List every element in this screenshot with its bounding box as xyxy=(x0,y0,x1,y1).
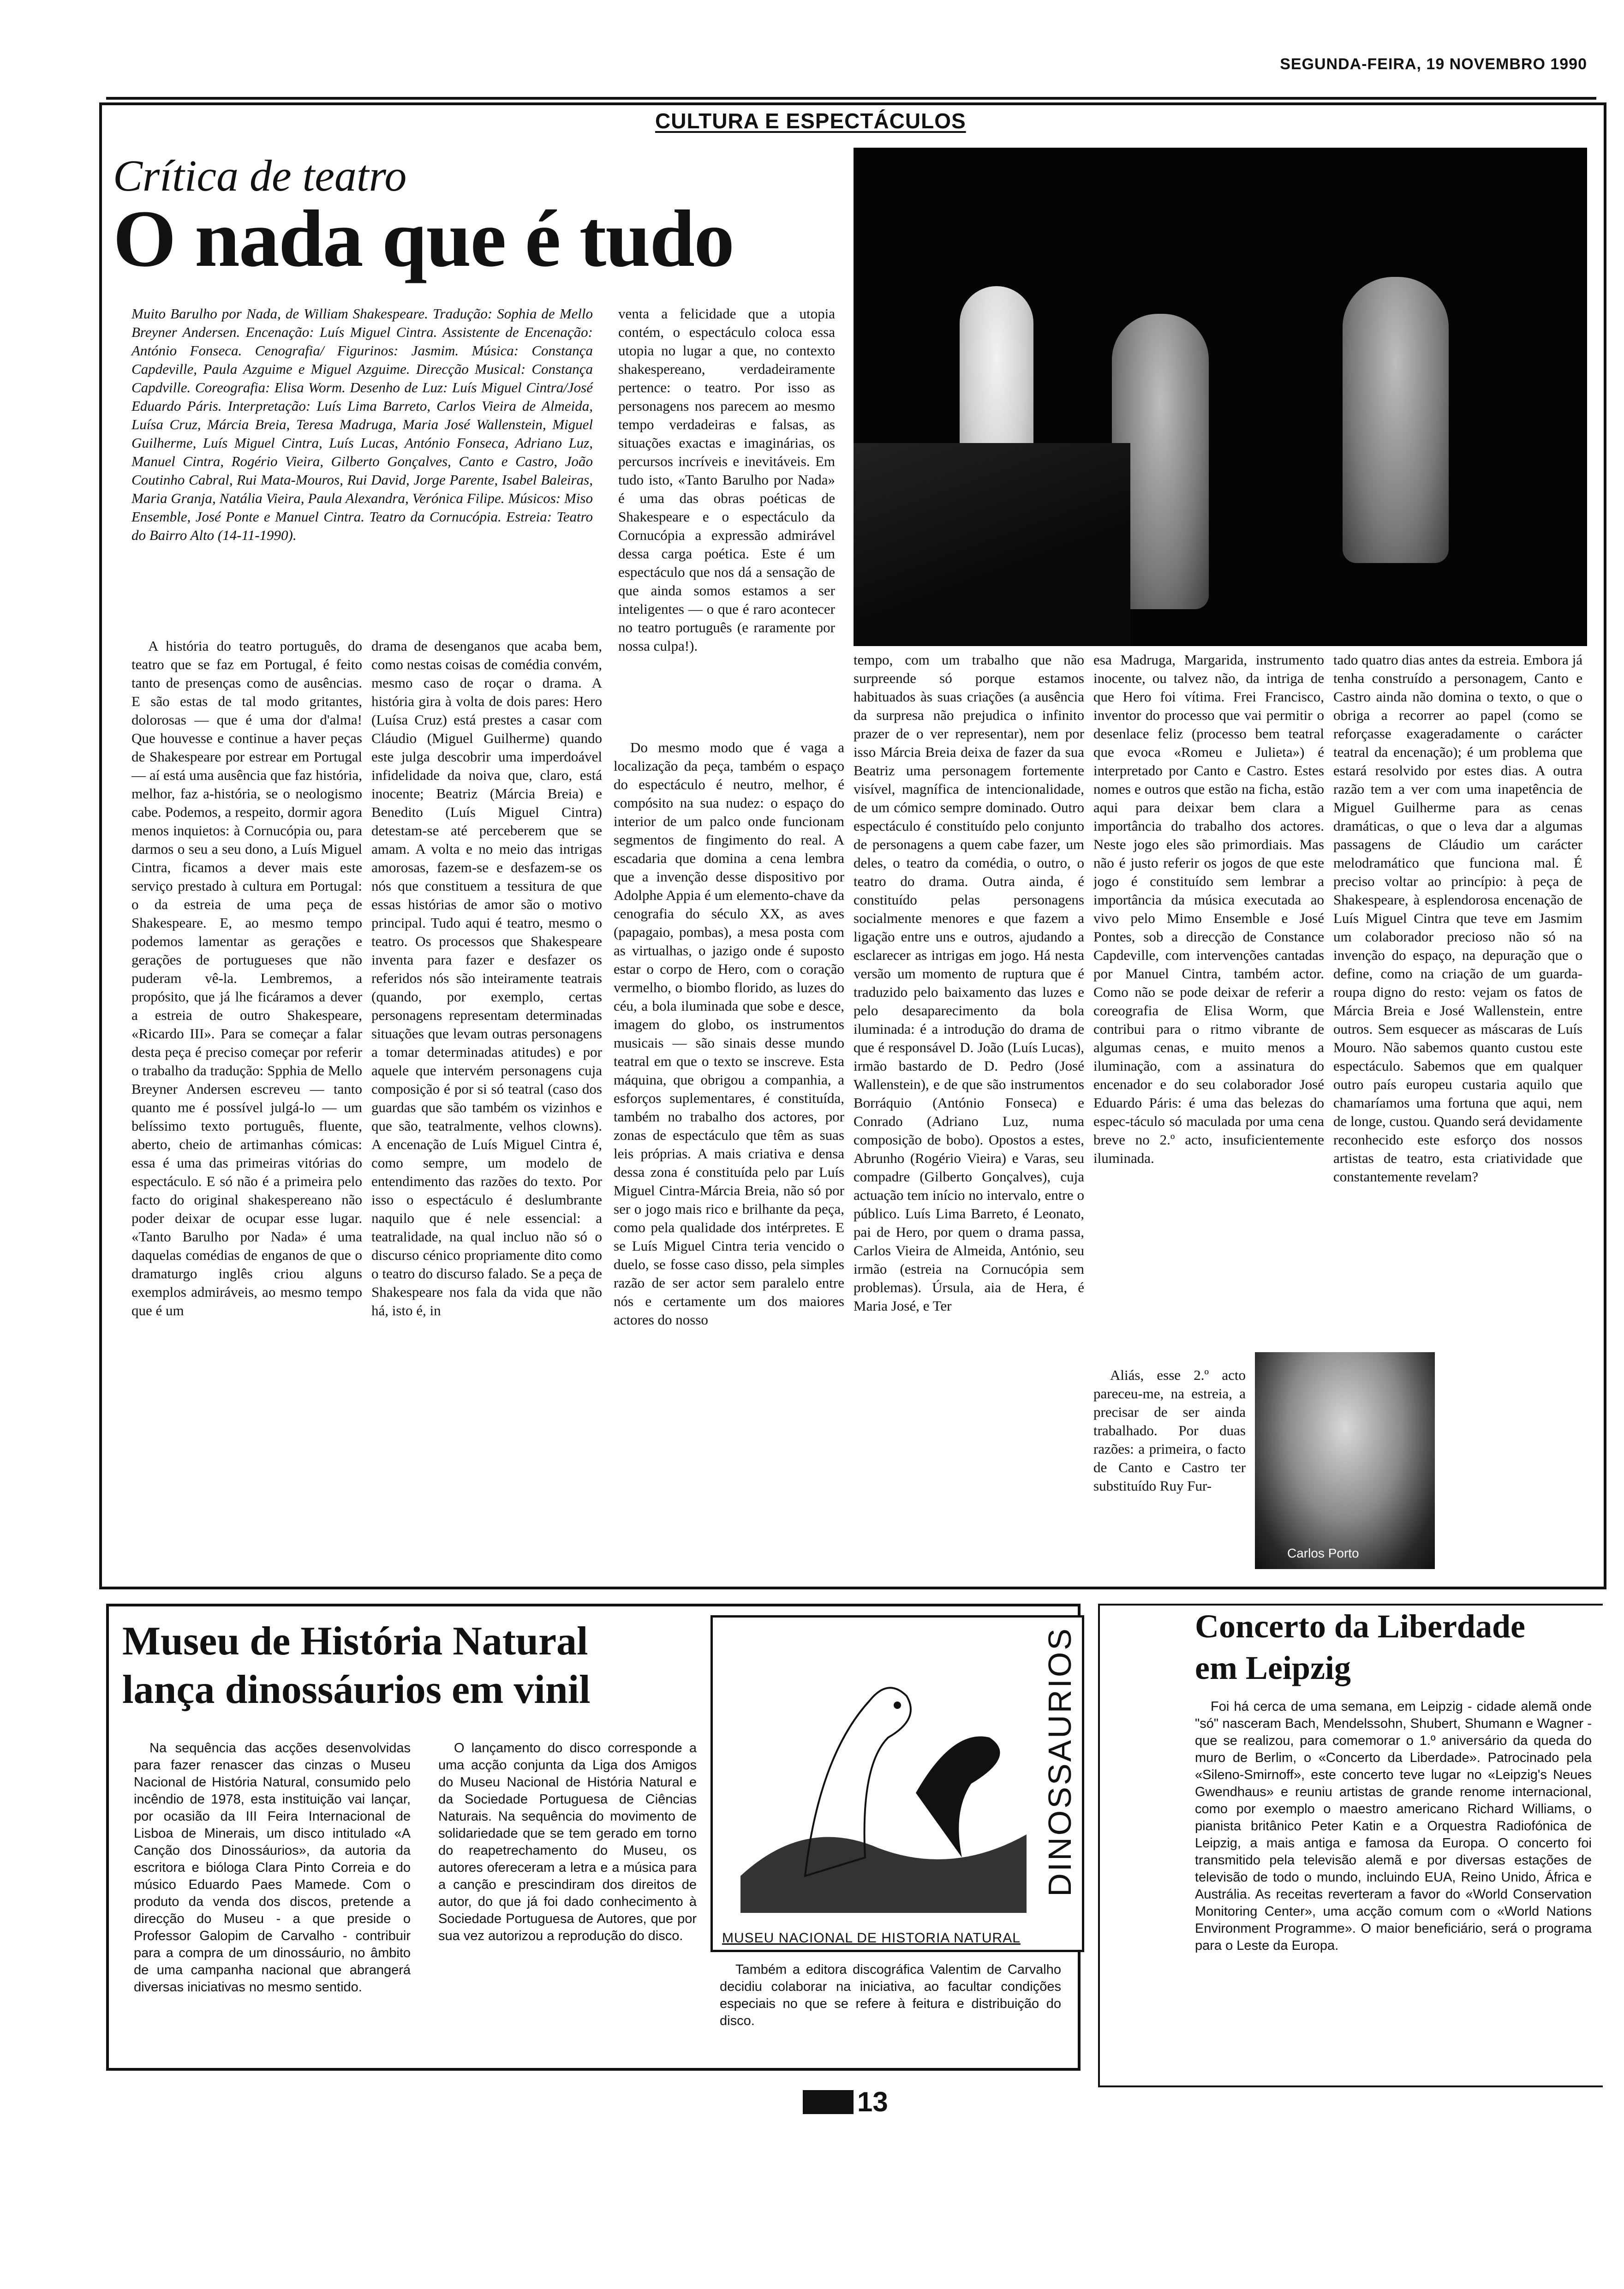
page-number xyxy=(803,2086,888,2118)
column-1-text: A história do teatro português, do teatro que se faz em Portugal, é feito tanto de presenças como de ausências. E são estas de tal modo gritantes, dolorosas — que é uma dor d'alma! Que houvesse e continue a haver peças de Shakespeare por estrear em Portugal — aí está uma ausência que faz história, melhor, faz a-história, se o neologismo cabe. Podemos, a respeito, dormir agora menos inquietos: à Cornucópia ou, para darmos o seu a seu dono, a Luís Miguel Cintra, ficamos a dever mais este serviço prestado à cultura em Portugal: o da estreia de uma peça de Shakespeare. E, ao mesmo tempo podemos lamentar as gerações e gerações de portugueses que não puderam vê-la. Lembremos, a propósito, que já lhe ficáramos a dever a estreia de outro Shakespeare, «Ricardo III». Para se começar a falar desta peça é preciso começar por referir o trabalho da tradução: Spphia de Mello Breyner Andersen escreveu — tanto quanto me é possível julgá-lo — um belíssimo texto português, fluente, aberto, cheio de artimanhas cómicas: essa é uma das primeiras vitórias do espectáculo. E só não é a primeira pelo facto do original shakespereano não poder deixar de ocupar esse lugar. «Tanto Barulho por Nada» é uma daquelas comédias de enganos de que o dramaturgo inglês criou alguns exemplos admiráveis, ao mesmo tempo que é um xyxy=(131,638,362,1318)
concert-headline-1: Concerto da Liberdade xyxy=(1195,1608,1525,1645)
page-date: SEGUNDA-FEIRA, 19 NOVEMBRO 1990 xyxy=(1280,55,1587,73)
column-4-text: tempo, com um trabalho que não surpreende só porque estamos habituados às suas criações (a ausência da surpresa não prejudica o infinito prazer de o ver representar), nem por isso Márcia Breia deixa de fazer da sua Beatriz uma personagem fortemente visível, magnífica de intencionalidade, de um cómico sempre dominado. Outro espectáculo é constituído pelo conjunto de personagens a quem cabe fazer, um deles, o teatro da comédia, o outro, o teatro do drama. Outra ainda, é constituído pelas personagens socialmente menores e que fazem a ligação entre uns e outros, ajudando a esclarecer as intrigas em jogo. Há nesta versão um momento de ruptura que é traduzido pelo baixamento das luzes e pelo desaparecimento da bola iluminada: é a introdução do drama de que é responsável D. João (Luís Lucas), irmão bastardo de D. Pedro (José Wallenstein), e de que são instrumentos Borráquio (António Fonseca) e Conrado (Adriano Luz, numa composição de bobo). Opostos a estes, Abrunho (Rogério Vieira) e Varas, seu compadre (Gilberto Gonçalves), cuja actuação tem início no intervalo, entre o público. Luís Lima Barreto, é Leonato, pai de Hero, por quem o drama passa, Carlos Vieira de Almeida, António, seu irmão (estreia na Cornucópia sem problemas). Úrsula, aia de Hera, é Maria José, e Ter xyxy=(854,652,1084,1314)
top-rule xyxy=(106,97,1596,100)
concert-body xyxy=(1195,1698,1592,1954)
section-title: CULTURA E ESPECTÁCULOS xyxy=(655,109,966,133)
museum-column-2 xyxy=(438,1740,697,1945)
dinosaur-record-image xyxy=(710,1615,1084,1952)
museum-col2-text: O lançamento do disco corresponde a uma acção conjunta da Liga dos Amigos do Museu Nacional de História Natural e da Sociedade Portuguesa de Ciências Naturais. Na sequência do movimento de solidariedade que se tem gerado em torno do reapetrechamento do Museu, os autores ofereceram a letra e a música para a canção e prescindiram dos direitos de autor, do que já foi dado conhecimento à Sociedade Portuguesa de Autores, que por sua vez autorizou a reprodução do disco. xyxy=(438,1741,697,1943)
column-6-text: tado quatro dias antes da estreia. Embora já tenha construído a personagem, Canto e Castro ainda não domina o texto, o que o obriga a recorrer ao papel (como se reforçasse exageradamente o carácter teatral da encenação); é um problema que estará resolvido por estes dias. A outra razão tem a ver com uma inapetência de Miguel Guilherme para as cenas dramáticas, o que o leva dar a algumas passagens de Cláudio um carácter melodramático que funciona mal. É preciso voltar ao princípio: à peça de Shakespeare, à esplendorosa encenação de Luís Miguel Cintra que teve em Jasmim um colaborador precioso não só na invenção do espaço, na depuração que o define, como na criação de um guarda-roupa digno do resto: vejam os fatos de Márcia Breia e José Wallenstein, entre outros. Sem esquecer as máscaras de Luís Mouro. Não sabemos quanto custou este espectáculo. Sabemos que em qualquer outro país europeu custaria aquilo que chamaríamos uma fortuna que aqui, nem de longe, custou. Quando será devidamente reconhecido este esforço dos nossos artistas de teatro, esta criatividade que constantemente revelam? xyxy=(1333,652,1582,1185)
concert-body-text: Foi há cerca de uma semana, em Leipzig - cidade alemã onde "só" nasceram Bach, Mendelssohn, Shubert, Shumann e Wagner - que se realizou, para comemorar o 1.º aniversário da queda do muro de Berlim, o «Concerto da Liberdade». Patrocinado pela «Sileno-Smirnoff», este concerto teve lugar no «Leipzig's Neues Gwendhaus» e reuniu artistas de grande renome internacional, como por exemplo o maestro americano Richard Williams, o pianista britânico Peter Katin e a Orquestra Radiofónica de Leipzig, a mais antiga e famosa da Europa. O concerto foi transmitido pela televisão alemã e por diversas estações de televisão de todo o mundo, incluindo EUA, Reino Unido, África e Austrália. As receitas reverteram a favor do «World Conservation Monitoring Center», uma acção comum com o «World Nations Environment Programme». O maior beneficiário, será o programa para o Leste da Europa. xyxy=(1195,1699,1592,1953)
dinosaur-illustration xyxy=(713,1618,1082,1950)
museum-headline-1: Museu de História Natural xyxy=(122,1619,588,1664)
article-column-2 xyxy=(371,637,602,1574)
article-column-4 xyxy=(854,651,1084,1574)
museum-col3-text: Também a editora discográfica Valentim de Carvalho decidiu colaborar na iniciativa, ao facultar condições especiais no que se refere à feitura e distribuição do disco. xyxy=(720,1962,1061,2028)
dinosaur-image-caption: MUSEU NACIONAL DE HISTORIA NATURAL xyxy=(722,1930,1021,1946)
column-2-text: drama de desenganos que acaba bem, como nestas coisas de comédia convém, mesmo caso de roçar o drama. A história gira à volta de dois pares: Hero (Luísa Cruz) está prestes a casar com Cláudio (Miguel Guilherme) quando este julga descobrir uma imperdoável infidelidade da noiva que, claro, está inocente; Beatriz (Márcia Breia) e Benedito (Luís Miguel Cintra) detestam-se até perceberem que se amam. A volta e no meio das intrigas amorosas, fazem-se e desfazem-se os nós que constituem a tessitura de que essas histórias de amor são o motivo principal. Tudo aqui é teatro, mesmo o teatro. Os processos que Shakespeare inventa para fazer e desfazer os referidos nós são inteiramente teatrais (quando, por exemplo, certas personagens representam determinadas situações que levam outras personagens a tomar determinadas atitudes) e por aquele que intervém personagens cuja composição é por si só teatral (caso dos guardas que são também os vizinhos e que são, teatralmente, velhos clowns). A encenação de Luís Miguel Cintra é, como sempre, um modelo de entendimento das razões do texto. Por isso o espectáculo é deslumbrante naquilo que é nele essencial: a teatralidade, na qual incluo não só o discurso cénico propriamente dito como o teatro do discurso falado. Se a peça de Shakespeare nos fala da vida que não há, isto é, in xyxy=(371,638,602,1318)
museum-column-3 xyxy=(720,1961,1061,2030)
article-column-6 xyxy=(1333,651,1582,1343)
author-portrait xyxy=(1255,1352,1435,1569)
dinosaur-side-label: DINOSSAURIOS xyxy=(1042,1627,1078,1897)
article-column-3 xyxy=(614,738,844,1574)
author-name: Carlos Porto xyxy=(1287,1546,1359,1560)
article-kicker: Crítica de teatro xyxy=(113,151,407,200)
intro-text: venta a felicidade que a utopia contém, o espectáculo coloca essa utopia no lugar a que, no contexto shakespereano, verdadeiramente pertence: o teatro. Por isso as personagens nos parecem ao mesmo tempo verdadeiras e falsas, as situações exactas e imaginárias, os percursos incríveis e inevitáveis. Em tudo isto, «Tanto Barulho por Nada» é uma das obras poéticas de Shakespeare e o espectáculo da Cornucópia a expressão admirável dessa carga poética. Este é um espectáculo que nos dá a sensação de que ainda somos estamos a ser inteligentes — o que é raro acontecer no teatro português (e raramente por nossa culpa!). xyxy=(618,306,835,654)
column-5-text: esa Madruga, Margarida, instrumento inocente, ou talvez não, da intriga de que Hero foi vítima. Frei Francisco, inventor do processo que vai permitir o desenlace feliz (processo bem teatral que evoca «Romeu e Julieta») é interpretado por Canto e Castro. Estes nomes e outros que estão na ficha, estão aqui para deixar bem clara a importância do trabalho dos actores. Neste jogo eles são primordiais. Mas não é justo referir os jogos de que este jogo é constituído sem lembrar a importância da música executada ao vivo pelo Mimo Ensemble e José Pontes, sob a direcção de Constance Capdeville, com intervenções cantadas por Manuel Cintra, também actor. Como não se pode deixar de referir a coreografia de Elisa Worm, que contribui para o ritmo vibrante de algumas cenas, e muito menos a iluminação, com a assinatura do encenador e do seu colaborador José Eduardo Páris: é uma das belezas do espec-táculo só maculada por uma cena breve no 2.º acto, insuficientemente iluminada. xyxy=(1093,652,1324,1166)
concert-headline-2: em Leipzig xyxy=(1195,1649,1351,1686)
play-credits: Muito Barulho por Nada, de William Shakespeare. Tradução: Sophia de Mello Breyner Andersen. Encenação: Luís Miguel Cintra. Assistente de Encenação: António Fonseca. Cenografia/ Figurinos: Jasmim. Música: Constança Capdeville, Paula Azguime e Miguel Azguime. Direcção Musical: Constança Capdville. Coreografia: Elisa Worm. Desenho de Luz: Luís Miguel Cintra/José Eduardo Páris. Interpretação: Luís Lima Barreto, Carlos Vieira de Almeida, Luísa Cruz, Márcia Breia, Teresa Madruga, Maria José Wallenstein, Miguel Guilherme, Luís Miguel Cintra, Luís Lucas, António Fonseca, Adriano Luz, Manuel Cintra, Rogério Vieira, Gilberto Gonçalves, Canto e Castro, João Coutinho Cabral, Rui Mata-Mouros, Rui David, Jorge Parente, Isabel Baleiras, Maria Granja, Natália Vieira, Paula Alexandra, Verónica Filipe. Músicos: Miso Ensemble, José Ponte e Manuel Cintra. Teatro da Cornucópia. Estreia: Teatro do Bairro Alto (14-11-1990). xyxy=(131,306,593,543)
article-column-5b xyxy=(1093,1366,1246,1569)
page-number-text: 13 xyxy=(857,2086,888,2117)
article-column-1 xyxy=(131,637,362,1574)
museum-col1-text: Na sequência das acções desenvolvidas para fazer renascer das cinzas o Museu Nacional de História Natural, consumido pelo incêndio de 1978, esta instituição vai lançar, por ocasião da III Feira Internacional de Lisboa de Minerais, um disco intitulado «A Canção dos Dinossáurios», da autoria da escritora e bióloga Clara Pinto Correia e do músico Eduardo Paes Mamede. Com o produto da venda dos discos, pretende a direcção do Museu - a que preside o Professor Galopim de Carvalho - contribuir para a compra de um dinossáurio, no âmbito de uma campanha nacional que abrangerá diversas iniciativas no mesmo sentido. xyxy=(134,1741,411,1995)
stage-photo xyxy=(854,148,1587,646)
article-intro-column xyxy=(618,305,835,655)
publication-logo xyxy=(803,2090,854,2114)
column-5b-text: Aliás, esse 2.º acto pareceu-me, na estreia, a precisar de ser ainda trabalhado. Por duas razões: a primeira, o facto de Canto e Castro ter substituído Ruy Fur- xyxy=(1093,1367,1246,1494)
article-headline: O nada que é tudo xyxy=(113,194,734,284)
article-column-5 xyxy=(1093,651,1324,1348)
museum-headline-2: lança dinossáurios em vinil xyxy=(122,1667,591,1712)
museum-column-1 xyxy=(134,1740,411,1996)
column-3-text: Do mesmo modo que é vaga a localização da peça, também o espaço do espectáculo é neutro, melhor, é compósito na sua nudez: o espaço do interior de um palco onde funcionam segmentos de fingimento do real. A escadaria que domina a cena lembra que a invenção desse dispositivo por Adolphe Appia é um elemento-chave da cenografia do século XX, as aves (papagaio, pombas), a mesa posta com as virtualhas, o jazigo onde é suposto estar o corpo de Hero, com o coração vermelho, o biombo florido, as luzes do céu, a bola iluminada que sobe e desce, imagem do globo, os instrumentos musicais — são sinais desse mundo teatral em que o texto se inscreve. Esta máquina, que obrigou a companhia, a esforços suplementares, é constituída, também no trabalho dos actores, por zonas de espectáculo que têm as suas leis próprias. A mais criativa e densa dessa zona é constituída pelo par Luís Miguel Cintra-Márcia Breia, não só por ser o jogo mais rico e brilhante da peça, como pela qualidade dos intérpretes. E se Luís Miguel Cintra teria vencido o duelo, se fosse caso disso, pela simples razão de ser actor sem paralelo entre nós e certamente um dos maiores actores do nosso xyxy=(614,739,844,1328)
